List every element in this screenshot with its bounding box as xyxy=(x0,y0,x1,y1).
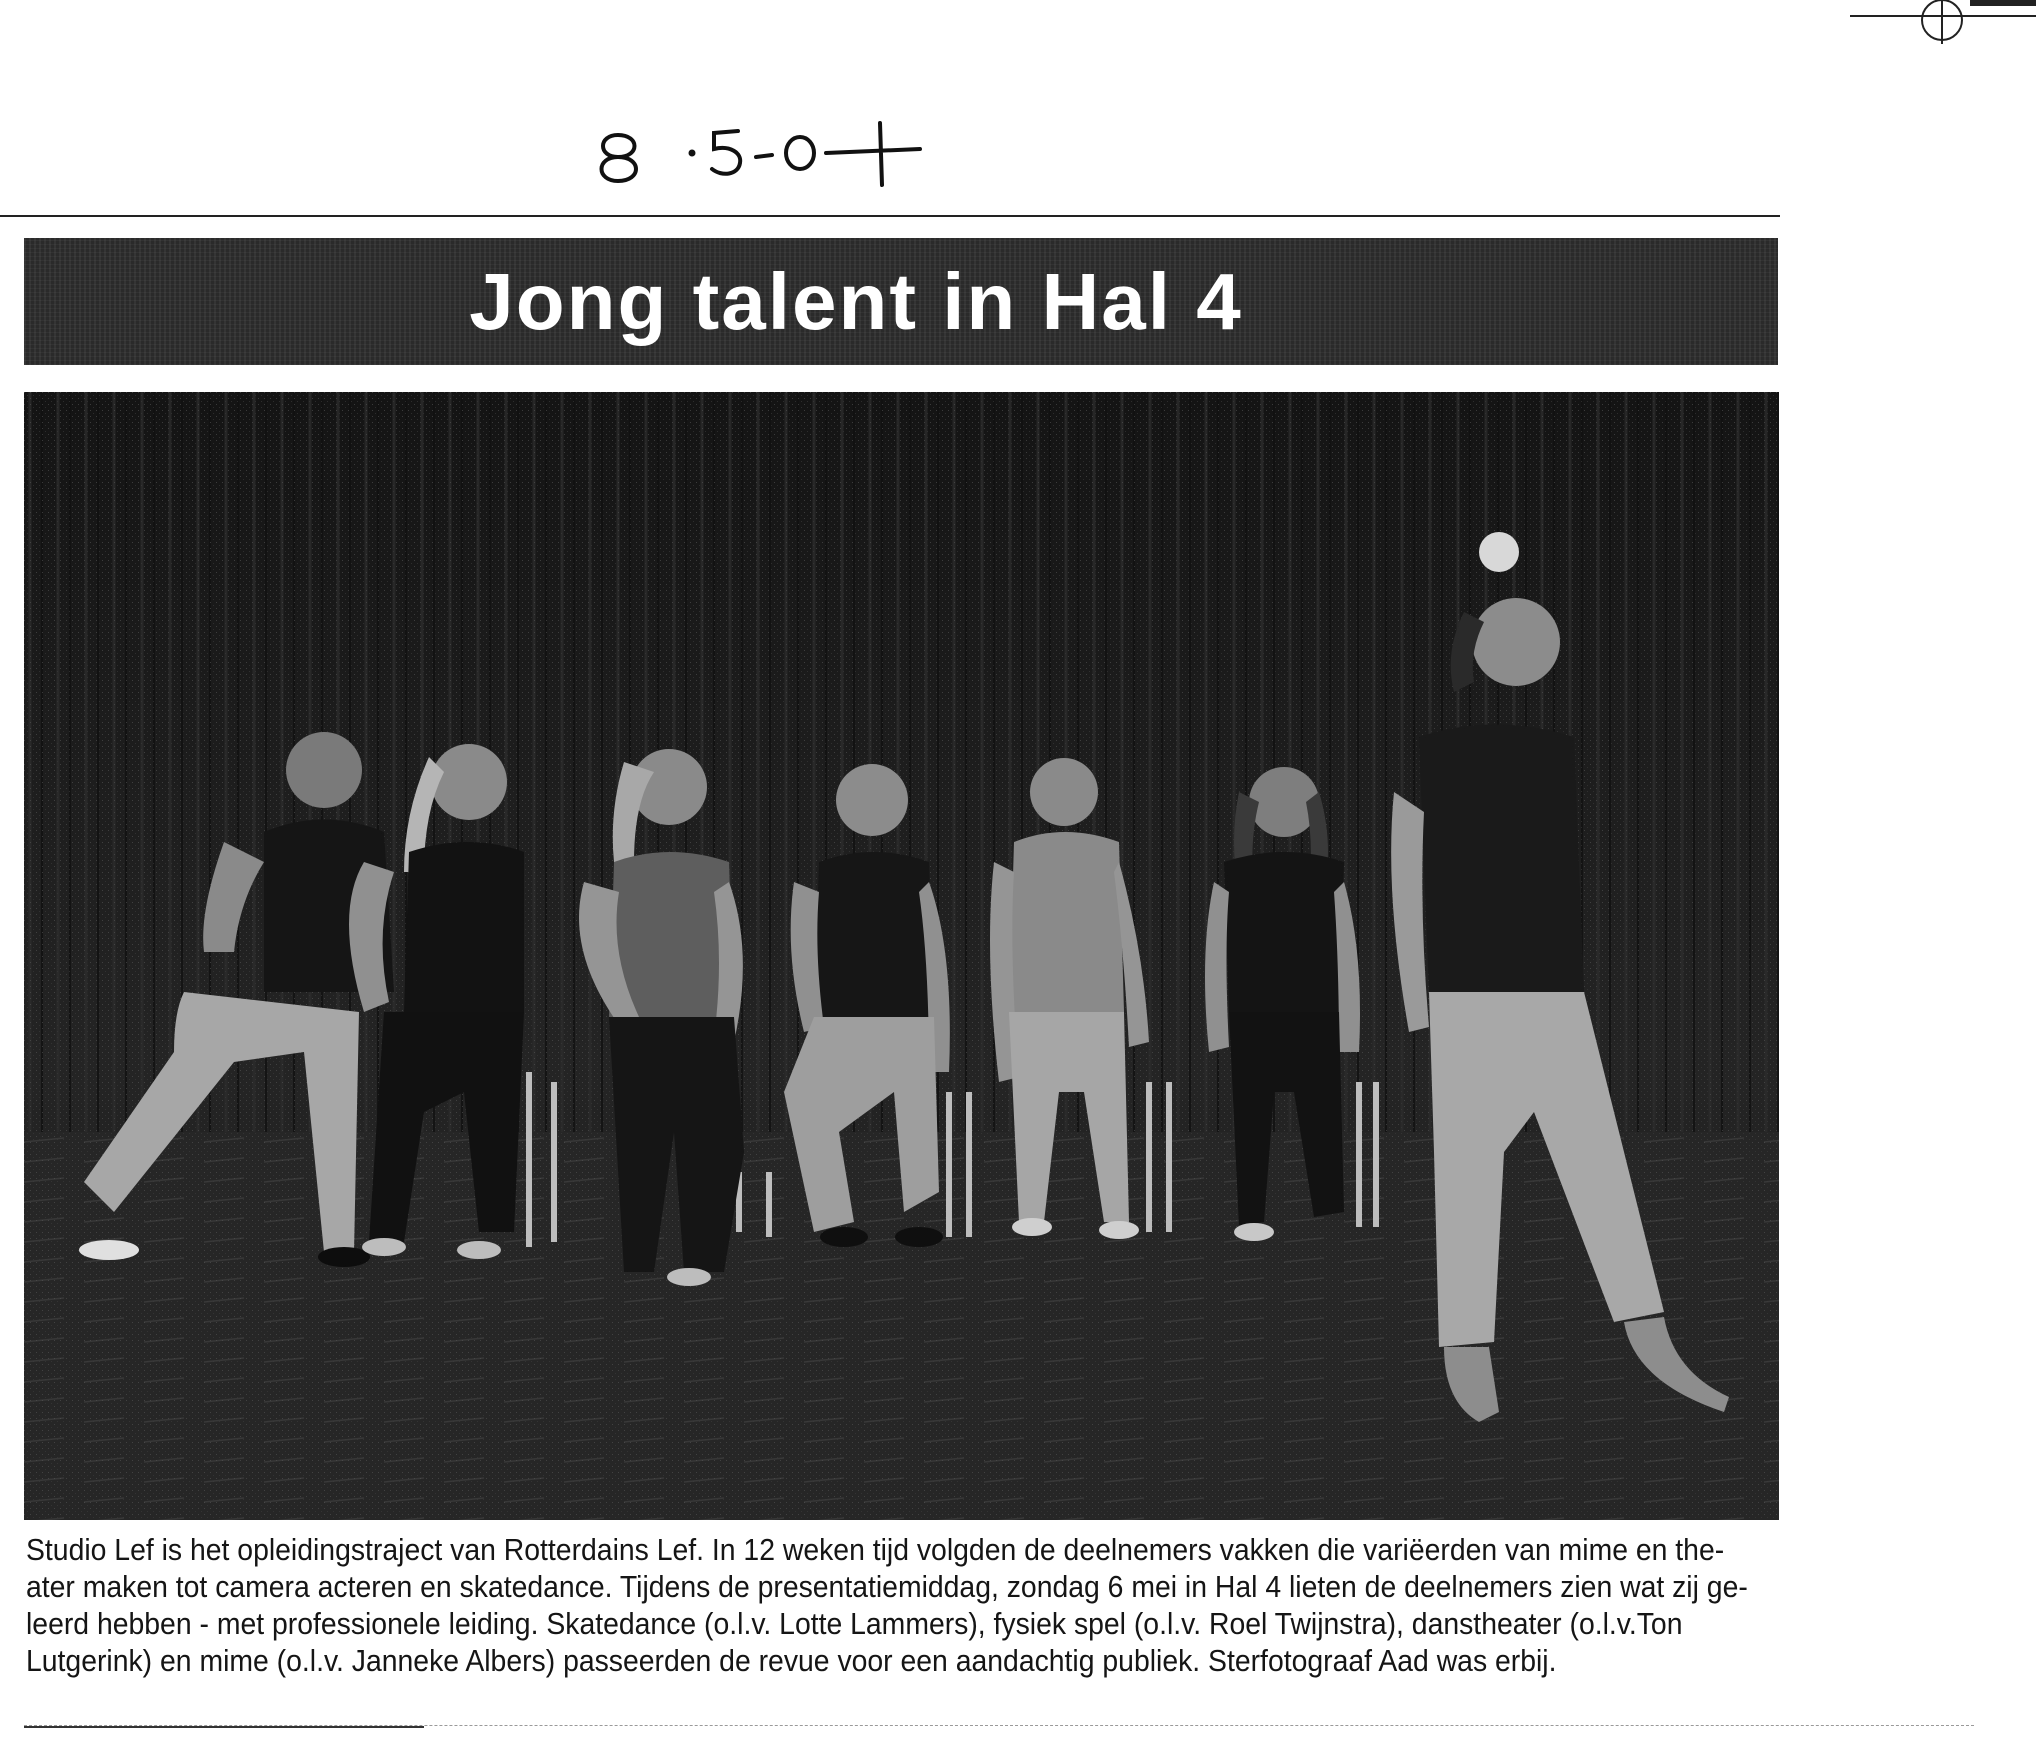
handwritten-date xyxy=(590,105,930,195)
top-rule xyxy=(0,215,1780,217)
caption-line: ater maken tot camera acteren en skatedance. Tijdens de presentatiemiddag, zondag 6 mei in Hal 4 lieten de deelnemers zien wat zij ge- xyxy=(26,1570,1748,1604)
registration-mark-icon xyxy=(1850,0,2036,50)
caption-line: leerd hebben - met professionele leiding. Skatedance (o.l.v. Lotte Lammers), fysiek spel (o.l.v. Roel Twijnstra), danstheater (o.l.v.Ton xyxy=(26,1607,1683,1641)
caption-line: Studio Lef is het opleidingstraject van Rotterdains Lef. In 12 weken tijd volgden de deelnemers vakken die variëerden van mime en the- xyxy=(26,1533,1725,1567)
headline-bar xyxy=(24,238,1778,365)
bottom-rule xyxy=(24,1726,424,1728)
caption-line: Lutgerink) en mime (o.l.v. Janneke Albers) passeerden de revue voor een aandachtig publiek. Sterfotograaf Aad was erbij. xyxy=(26,1644,1557,1678)
article-photo xyxy=(24,392,1779,1520)
photo-scene xyxy=(24,392,1779,1520)
photo-caption xyxy=(26,1532,1748,1680)
headline: Jong talent in Hal 4 xyxy=(469,256,1243,346)
